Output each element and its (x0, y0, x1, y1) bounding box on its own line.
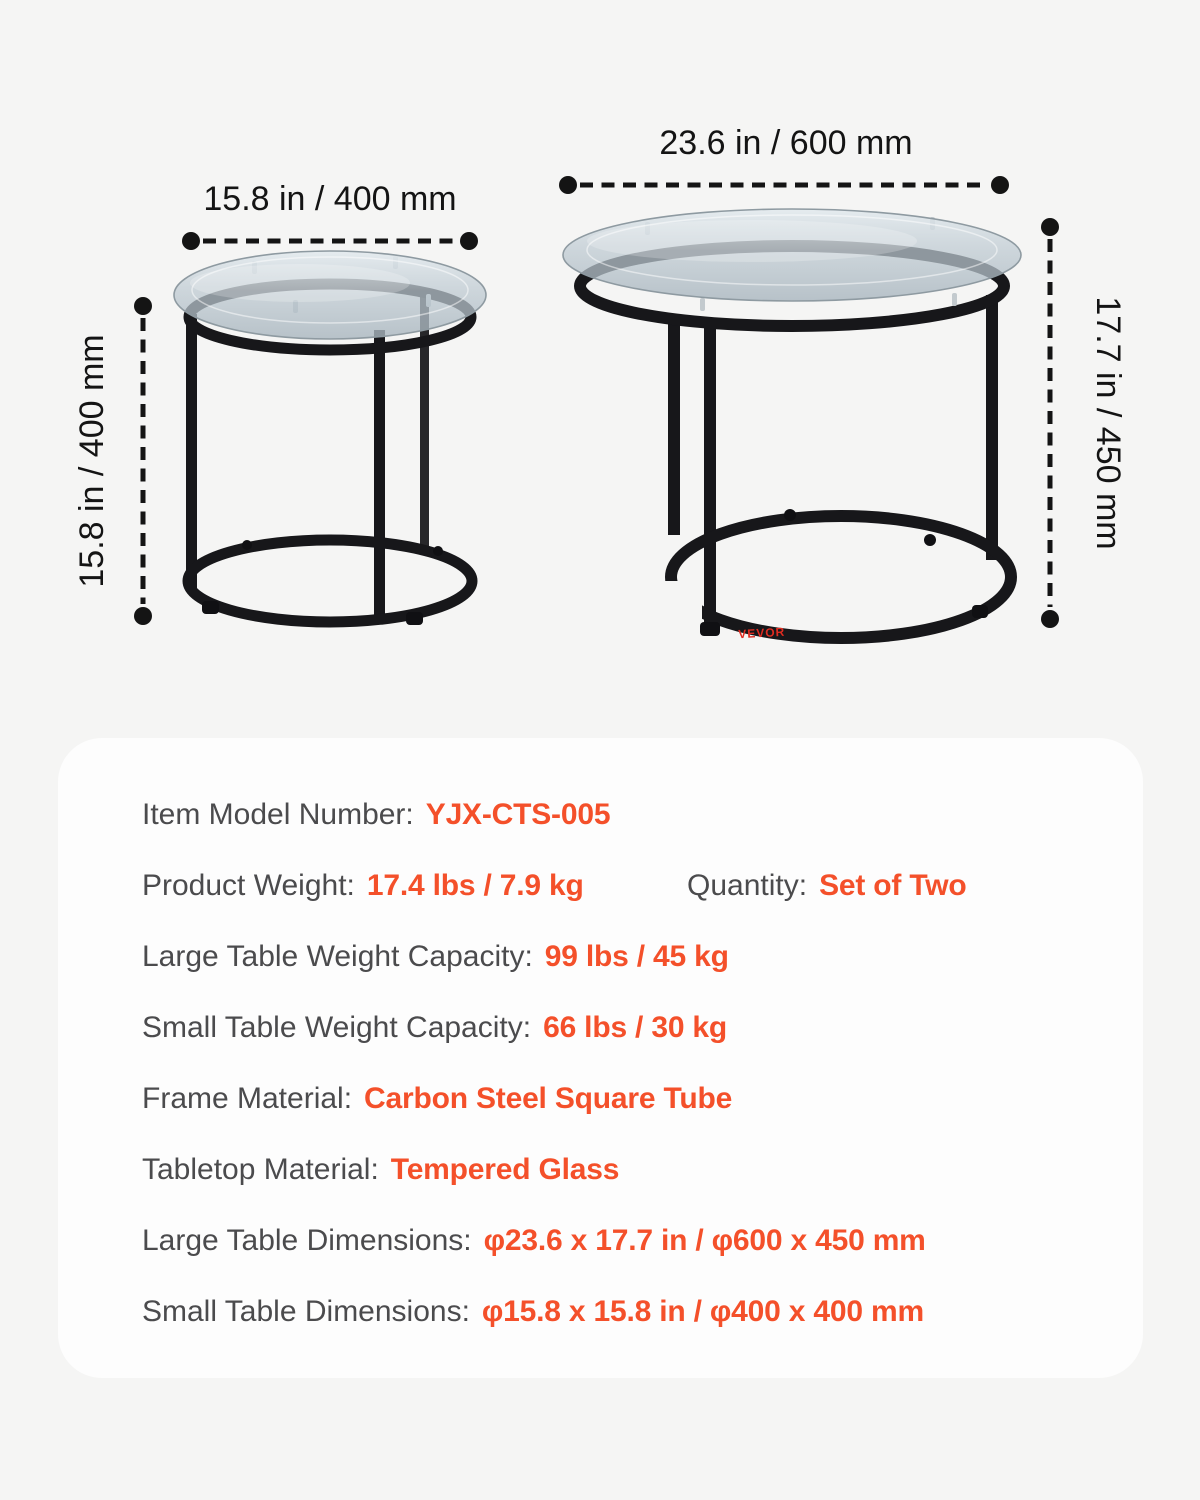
spec-label: Small Table Weight Capacity: (142, 1010, 532, 1044)
spec-label: Frame Material: (142, 1081, 353, 1115)
dim-dot (559, 176, 577, 194)
spec-label: Product Weight: (142, 868, 355, 902)
small-width-label: 15.8 in / 400 mm (203, 180, 457, 218)
spec-value: φ15.8 x 15.8 in / φ400 x 400 mm (481, 1294, 924, 1328)
large-table-legs (668, 295, 998, 626)
spec-row-weight-quantity (142, 850, 1103, 921)
spec-row-large-capacity (142, 921, 1103, 992)
dim-dot (134, 607, 152, 625)
small-height-label: 15.8 in / 400 mm (73, 334, 111, 588)
spec-quantity-pair (687, 869, 967, 903)
spec-row-small-capacity (142, 992, 1103, 1063)
spec-label: Item Model Number: (142, 797, 414, 831)
spec-value: 99 lbs / 45 kg (544, 939, 729, 973)
spec-value: 66 lbs / 30 kg (543, 1010, 728, 1044)
spec-value: φ23.6 x 17.7 in / φ600 x 450 mm (483, 1223, 926, 1257)
spec-row-small-dimensions (142, 1276, 1103, 1347)
spec-value: 17.4 lbs / 7.9 kg (366, 868, 584, 902)
spec-value: Set of Two (819, 868, 967, 902)
small-table-illustration (174, 251, 486, 625)
spec-label: Large Table Weight Capacity: (142, 939, 533, 973)
brand-logo: VEVOR (737, 624, 786, 642)
dimension-diagram (0, 0, 1200, 735)
spec-label: Quantity: (687, 868, 808, 902)
spec-label: Small Table Dimensions: (142, 1294, 470, 1328)
large-height-label: 17.7 in / 450 mm (1089, 296, 1127, 550)
large-table-glass-highlight (587, 220, 917, 262)
dim-dot (134, 297, 152, 315)
dim-dot (460, 232, 478, 250)
dim-dot (1041, 218, 1059, 236)
spec-row-model-number (142, 779, 1103, 850)
spec-card (58, 738, 1143, 1378)
base-ring-open-side (650, 581, 702, 653)
large-table-illustration (563, 209, 1021, 653)
dim-dot (182, 232, 200, 250)
large-width-label: 23.6 in / 600 mm (659, 124, 913, 162)
spec-value: Carbon Steel Square Tube (364, 1081, 733, 1115)
small-table-base-ring (188, 540, 472, 622)
spec-row-frame-material (142, 1063, 1103, 1134)
spec-row-tabletop-material (142, 1134, 1103, 1205)
large-table-base-ring (671, 516, 1011, 638)
spec-value: Tempered Glass (390, 1152, 620, 1186)
dim-dot (991, 176, 1009, 194)
spec-value: YJX-CTS-005 (425, 797, 611, 831)
dim-dot (1041, 610, 1059, 628)
spec-label: Tabletop Material: (142, 1152, 379, 1186)
spec-row-large-dimensions (142, 1205, 1103, 1276)
small-table-glass-highlight (190, 264, 410, 302)
spec-label: Large Table Dimensions: (142, 1223, 472, 1257)
